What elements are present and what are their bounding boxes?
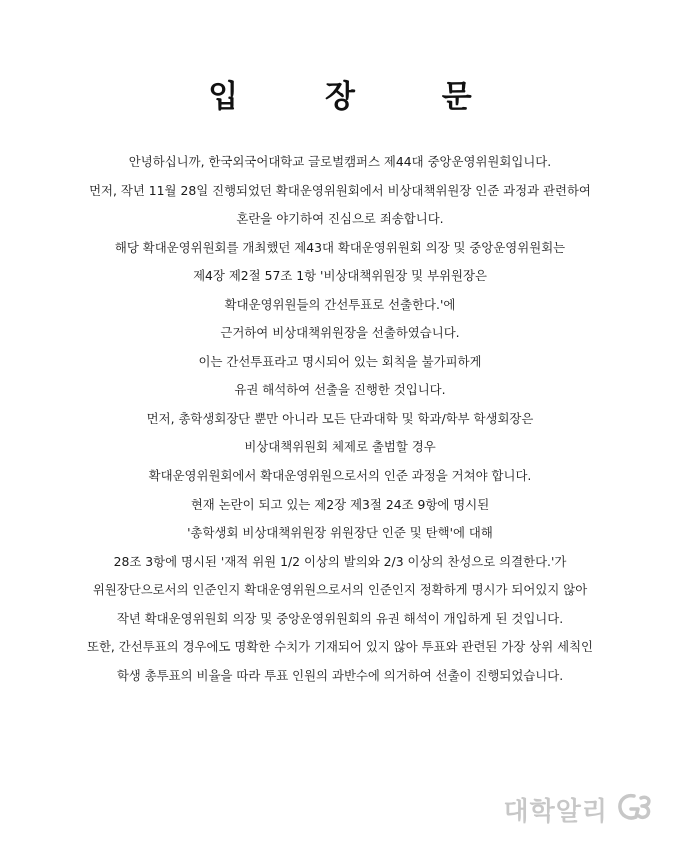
statement-line: 학생 총투표의 비율을 따라 투표 인원의 과반수에 의거하여 선출이 진행되었습니다. [116, 667, 564, 683]
statement-line: 현재 논란이 되고 있는 제2장 제3절 24조 9항에 명시된 [190, 496, 490, 512]
statement-line: 해당 확대운영위원회를 개최했던 제43대 확대운영위원회 의장 및 중앙운영위원회는 [114, 239, 566, 255]
statement-body [0, 148, 680, 690]
statement-line: 유권 해석하여 선출을 진행한 것입니다. [234, 382, 446, 398]
page-title: 입 장 문 [208, 79, 510, 115]
statement-line: '총학생회 비상대책위원장 위원장단 인준 및 탄핵'에 대해 [187, 525, 493, 541]
statement-line: 확대운영위원들의 간선투표로 선출한다.'에 [224, 296, 456, 312]
statement-line: 먼저, 작년 11월 28일 진행되었던 확대운영위원회에서 비상대책위원장 인준 과정과 관련하여 [89, 182, 591, 198]
statement-line: 확대운영위원회에서 확대운영위원으로서의 인준 과정을 거쳐야 합니다. [148, 468, 532, 484]
statement-line: 위원장단으로서의 인준인지 확대운영위원으로서의 인준인지 정확하게 명시가 되어있지 않아 [92, 582, 588, 598]
watermark [504, 790, 654, 828]
statement-line: 이는 간선투표라고 명시되어 있는 회칙을 불가피하게 [198, 353, 482, 369]
statement-line: 먼저, 총학생회장단 뿐만 아니라 모든 단과대학 및 학과/학부 학생회장은 [146, 410, 534, 426]
statement-line: 28조 3항에 명시된 '재적 위원 1/2 이상의 발의와 2/3 이상의 찬성으로 의결한다.'가 [113, 553, 567, 569]
statement-line: 작년 확대운영위원회 의장 및 중앙운영위원회의 유권 해석이 개입하게 된 것입니다. [116, 610, 564, 626]
g3-logo-icon [614, 790, 654, 828]
statement-line: 또한, 간선투표의 경우에도 명확한 수치가 기재되어 있지 않아 투표와 관련된 가장 상위 세칙인 [86, 639, 594, 655]
statement-line: 혼란을 야기하여 진심으로 죄송합니다. [236, 211, 444, 227]
watermark-text: 대학알리 [503, 796, 608, 827]
statement-line: 비상대책위원회 체제로 출범할 경우 [244, 439, 436, 455]
statement-line: 제4장 제2절 57조 1항 '비상대책위원장 및 부위원장은 [193, 268, 487, 284]
statement-line: 안녕하십니까, 한국외국어대학교 글로벌캠퍼스 제44대 중앙운영위원회입니다. [128, 154, 552, 169]
statement-line: 근거하여 비상대책위원장을 선출하였습니다. [220, 325, 460, 341]
